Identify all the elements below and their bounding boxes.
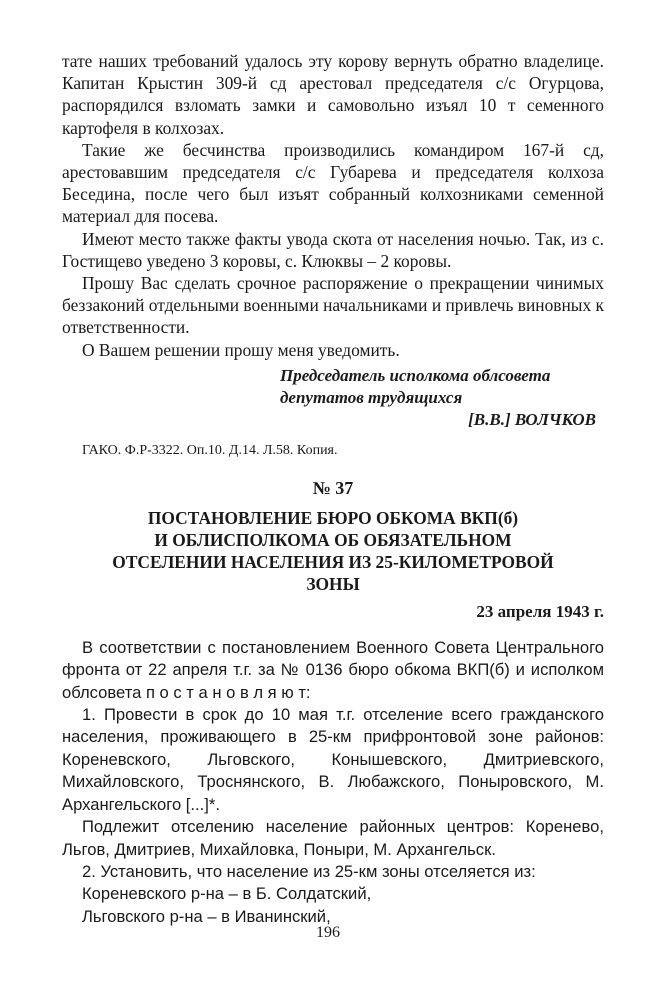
page-number: 196 xyxy=(316,924,340,941)
document-date: 23 апреля 1943 г. xyxy=(476,601,604,621)
paragraph: 2. Установить, что население из 25-км зоны отселяется из: xyxy=(82,861,536,881)
paragraph: В соответствии с постановлением Военного Совета Центрального фронта от 22 апреля т.г. за № 0136 бюро обкома ВКП(б) и исполком облсовета п о с т а н о в л я ю т: xyxy=(62,637,604,702)
signatory-title-continued: депутатов трудящихся xyxy=(280,387,463,407)
title-line: ПОСТАНОВЛЕНИЕ БЮРО ОБКОМА ВКП(б) xyxy=(147,507,519,528)
document-title xyxy=(62,507,604,595)
signatory-name: [В.В.] ВОЛЧКОВ xyxy=(468,409,596,429)
resolution-body xyxy=(62,637,604,928)
signatory-title: Председатель исполкома облсовета xyxy=(280,365,551,385)
paragraph: Такие же бесчинства производились командиром 167-й сд, арестовавшим председателя с/с Губарева и председателя колхоза Беседина, после чего был изъят собранный колхозниками семенной материал для посева. xyxy=(62,139,604,227)
archive-source: ГАКО. Ф.Р-3322. Оп.10. Д.14. Л.58. Копия. xyxy=(82,442,338,458)
title-line: И ОБЛИСПОЛКОМА ОБ ОБЯЗАТЕЛЬНОМ xyxy=(154,529,512,550)
signature-block xyxy=(62,365,604,431)
title-line: ЗОНЫ xyxy=(306,573,360,594)
paragraph: Кореневского р-на – в Б. Солдатский, xyxy=(82,884,372,904)
letter-body xyxy=(62,50,604,361)
paragraph: Имеют место также факты увода скота от населения ночью. Так, из с. Гостищево уведено 3 коровы, с. Клюквы – 2 коровы. xyxy=(62,228,604,271)
title-line: ОТСЕЛЕНИИ НАСЕЛЕНИЯ ИЗ 25-КИЛОМЕТРОВОЙ xyxy=(112,551,554,572)
paragraph: Подлежит отселению население районных центров: Коренево, Льгов, Дмитриев, Михайловка, Поныри, М. Архангельск. xyxy=(62,817,604,859)
document-number: № 37 xyxy=(312,477,354,498)
paragraph: Прошу Вас сделать срочное распоряжение о прекращении чинимых беззаконий отдельными военными начальниками и привлечь виновных к ответственности. xyxy=(62,273,604,338)
paragraph: 1. Провести в срок до 10 мая т.г. отселение всего гражданского населения, проживающего в 25-км прифронтовой зоне районов: Кореневского, Льговского, Конышевского, Дмитриевского, Михайловского, Троснянского, В. Любажского, Поныровского, М. Архангельского [...]*. xyxy=(62,705,604,814)
paragraph: тате наших требований удалось эту корову вернуть обратно владелице. Капитан Крыстин 309-й сд арестовал председателя с/с Огурцова, распорядился взломать замки и самовольно изъял 10 т семенного картофеля в колхозах. xyxy=(62,51,604,138)
paragraph: О Вашем решении прошу меня уведомить. xyxy=(82,339,400,360)
paragraph: Льговского р-на – в Иванинский, xyxy=(82,906,331,926)
